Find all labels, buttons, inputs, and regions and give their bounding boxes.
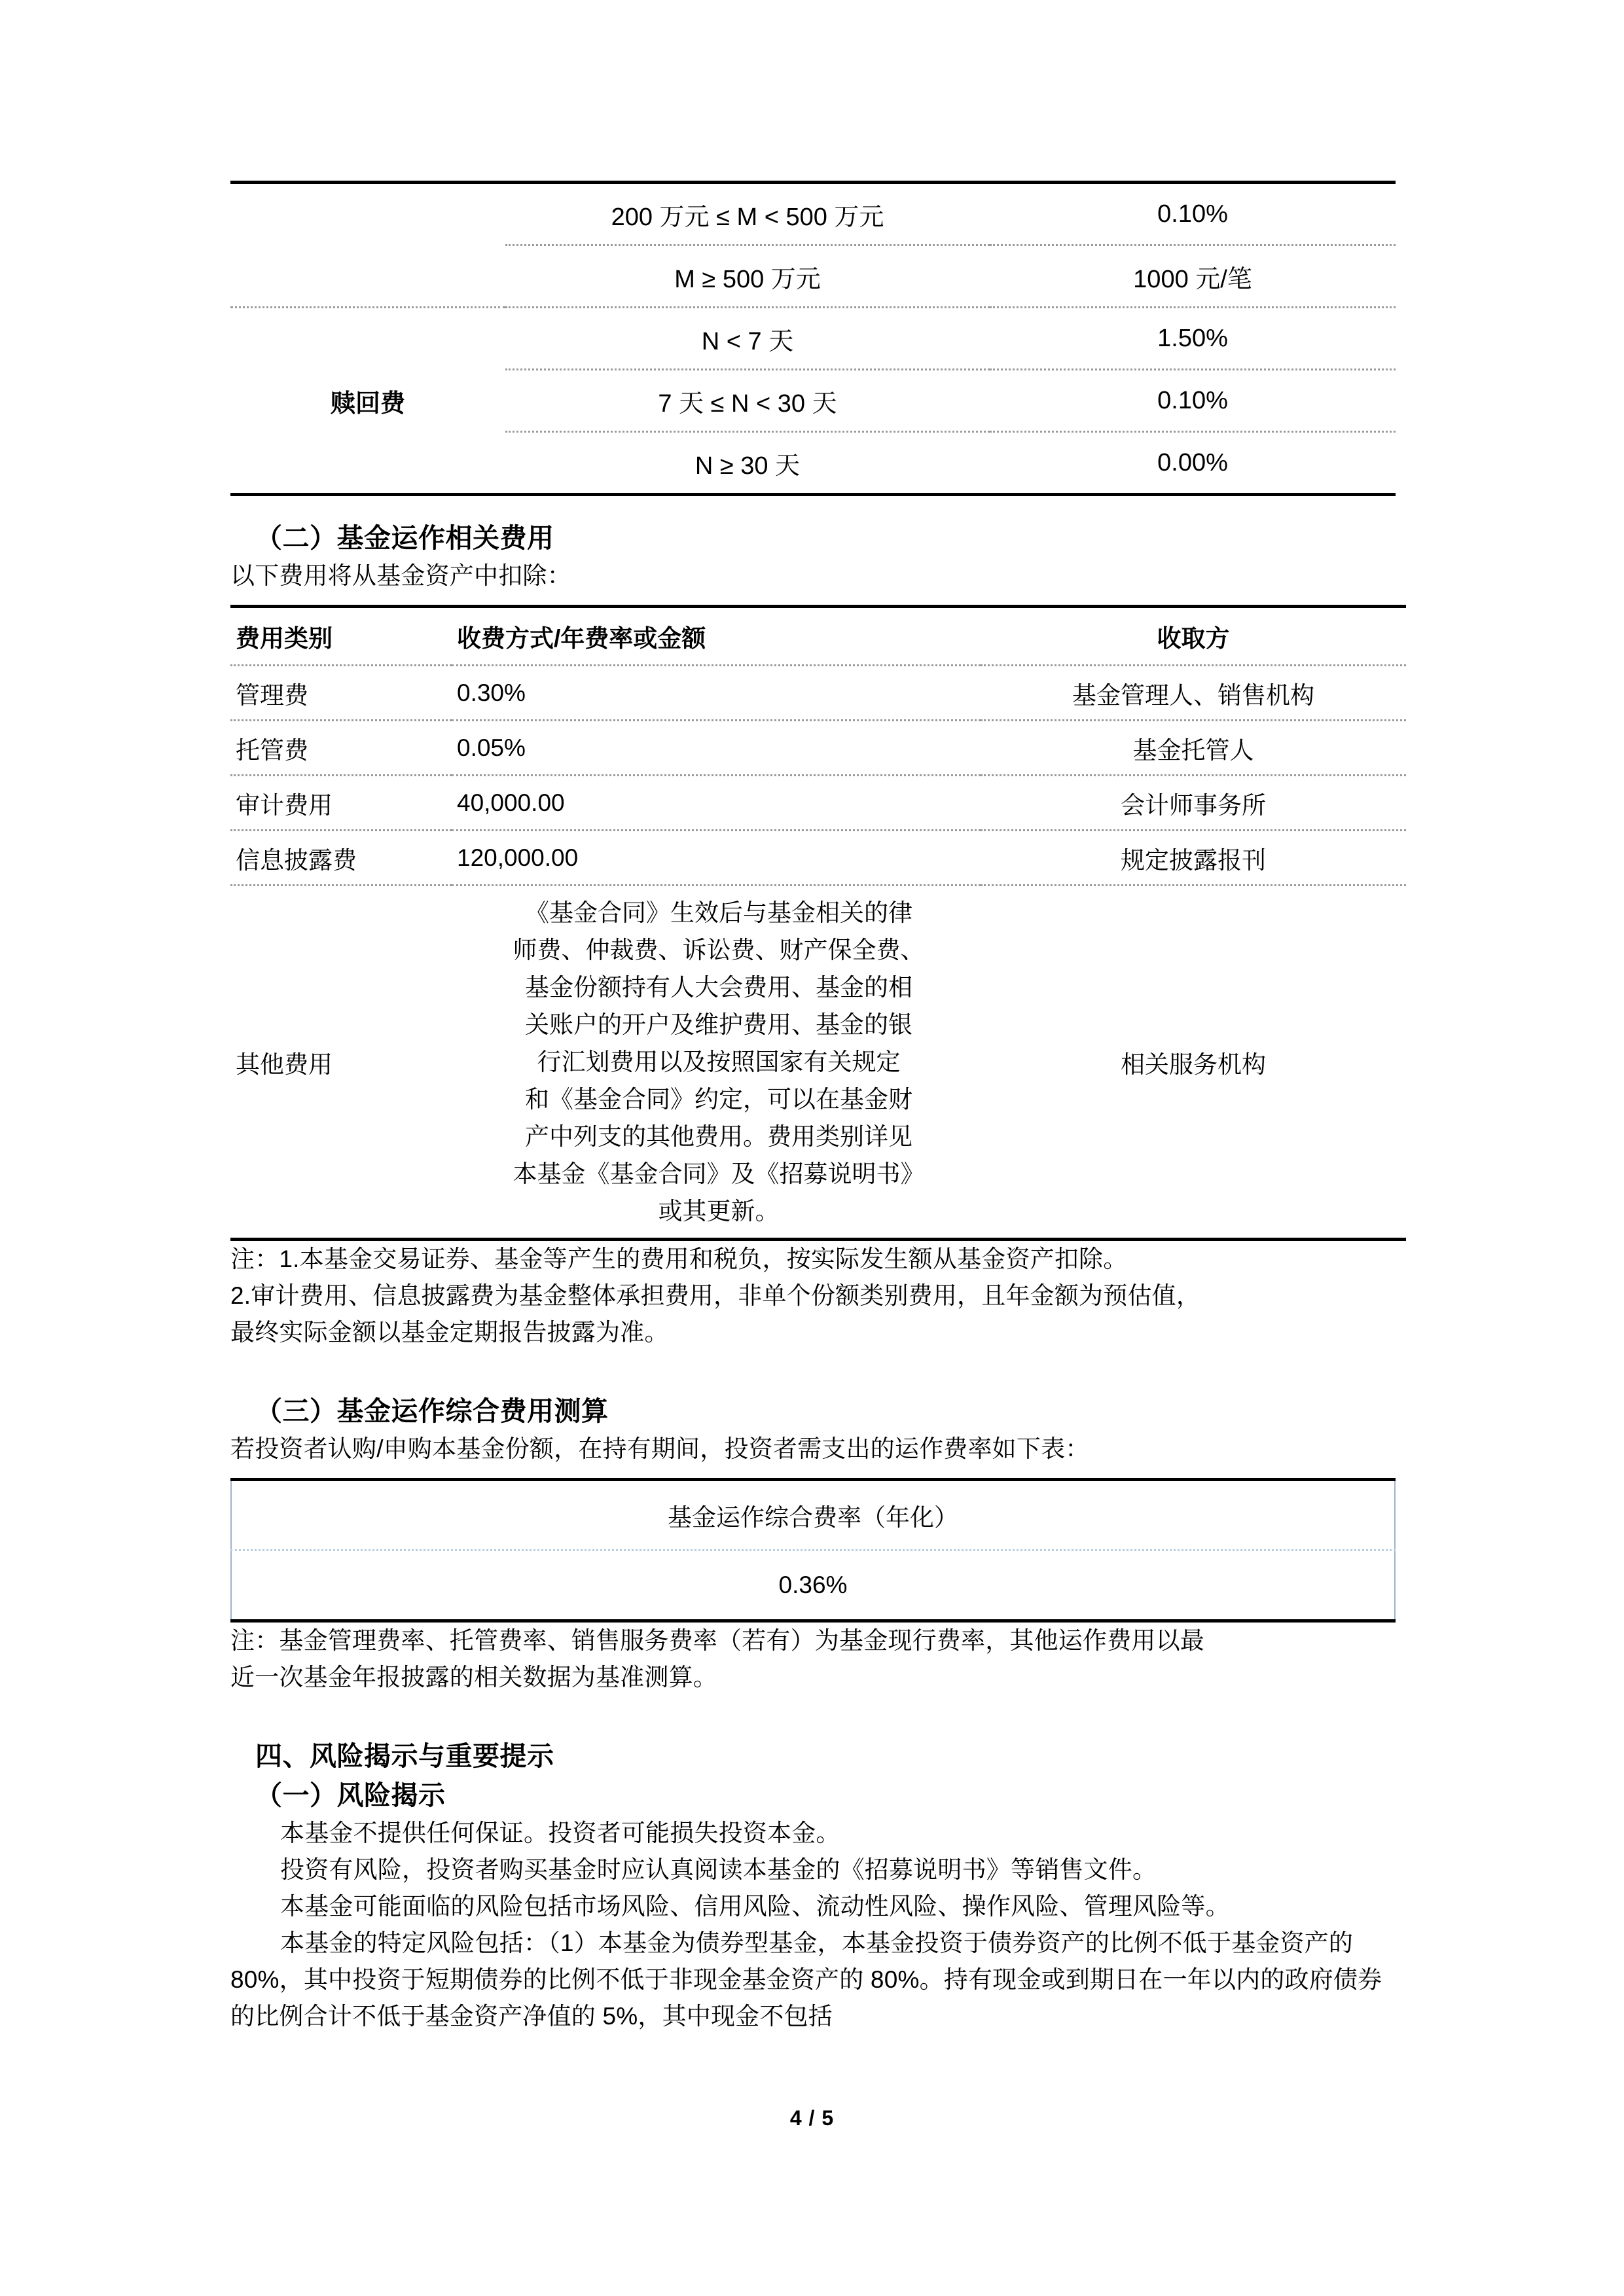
section-two-note-line: 最终实际金额以基金定期报告披露为准。 xyxy=(230,1319,669,1346)
table-row xyxy=(230,776,1406,831)
other-fee-line: 本基金《基金合同》及《招募说明书》 xyxy=(513,1160,925,1187)
section-two-note-line: 2.审计费用、信息披露费为基金整体承担费用，非单个份额类别费用，且年金额为预估值， xyxy=(230,1282,1201,1309)
risk-paragraph: 本基金可能面临的风险包括市场风险、信用风险、流动性风险、操作风险、管理风险等。 xyxy=(280,1893,1230,1920)
fee-category-cell xyxy=(230,245,505,308)
fee-condition-cell: M ≥ 500 万元 xyxy=(505,245,990,308)
fee-payee-cell: 基金托管人 xyxy=(1132,736,1254,764)
fee-category-cell: 信息披露费 xyxy=(236,846,357,874)
fee-rate-cell: 1.50% xyxy=(990,308,1396,370)
fee-rate-cell: 0.00% xyxy=(990,432,1396,495)
fee-rate-cell: 0.10% xyxy=(990,370,1396,432)
page-number: 4 / 5 xyxy=(789,2106,835,2130)
fee-category-cell xyxy=(230,308,505,370)
column-header-category: 费用类别 xyxy=(236,625,333,652)
fee-condition-cell: 200 万元 ≤ M < 500 万元 xyxy=(611,203,884,231)
fee-amount-cell: 0.30% xyxy=(457,679,526,706)
fee-condition-cell: N ≥ 30 天 xyxy=(505,432,990,495)
other-fee-line: 产中列支的其他费用。费用类别详见 xyxy=(525,1123,912,1150)
section-four-heading: 四、风险揭示与重要提示 xyxy=(255,1741,554,1771)
fee-payee-cell: 基金管理人、销售机构 xyxy=(1072,681,1314,709)
column-header-payee: 收取方 xyxy=(1157,625,1230,652)
fee-category-cell: 审计费用 xyxy=(236,791,333,819)
fee-rate-cell: 1000 元/笔 xyxy=(990,245,1396,308)
redemption-fee-label: 赎回费 xyxy=(330,389,405,418)
fee-payee-cell: 相关服务机构 xyxy=(1121,1050,1266,1078)
other-fee-line: 或其更新。 xyxy=(658,1198,780,1225)
section-two-heading: （二）基金运作相关费用 xyxy=(255,523,554,553)
fee-rate-cell: 0.10% xyxy=(1157,200,1228,228)
fee-amount-cell: 0.05% xyxy=(457,734,526,761)
fee-amount-cell: 40,000.00 xyxy=(457,789,565,816)
other-fee-line: 师费、仲裁费、诉讼费、财产保全费、 xyxy=(513,937,925,963)
composite-rate-table xyxy=(230,1478,1396,1623)
fee-category-cell xyxy=(230,432,505,495)
table-row xyxy=(230,308,1396,370)
section-two-intro: 以下费用将从基金资产中扣除： xyxy=(230,562,571,589)
other-fee-line: 行汇划费用以及按照国家有关规定 xyxy=(537,1049,901,1075)
table-row xyxy=(230,370,1396,432)
section-three-heading: （三）基金运作综合费用测算 xyxy=(255,1396,609,1426)
fee-condition-cell: 7 天 ≤ N < 30 天 xyxy=(505,370,990,432)
section-three-note-line: 近一次基金年报披露的相关数据为基准测算。 xyxy=(230,1664,717,1691)
column-header-amount: 收费方式/年费率或金额 xyxy=(457,625,706,652)
section-three-intro: 若投资者认购/申购本基金份额，在持有期间，投资者需支出的运作费率如下表： xyxy=(230,1435,1090,1462)
table-row xyxy=(230,245,1396,308)
composite-rate-header: 基金运作综合费率（年化） xyxy=(668,1504,958,1531)
section-three-note-line: 注：基金管理费率、托管费率、销售服务费率（若有）为基金现行费率，其他运作费用以最 xyxy=(230,1627,1204,1654)
other-fee-line: 关账户的开户及维护费用、基金的银 xyxy=(525,1011,912,1038)
table-row xyxy=(230,666,1406,721)
section-four-sub-heading: （一）风险揭示 xyxy=(255,1780,446,1810)
fee-amount-cell xyxy=(452,886,981,1240)
other-fee-line: 和《基金合同》约定，可以在基金财 xyxy=(525,1086,912,1113)
table-row-other-fees xyxy=(230,886,1406,1240)
table-row xyxy=(230,721,1406,776)
table-header-row xyxy=(231,1480,1395,1551)
fee-category-cell xyxy=(230,183,505,245)
fee-schedule-table xyxy=(230,181,1396,496)
fee-payee-cell: 会计师事务所 xyxy=(1121,791,1266,819)
fee-category-cell: 其他费用 xyxy=(236,1050,333,1078)
fee-condition-cell: N < 7 天 xyxy=(505,308,990,370)
section-two-note-line: 注：1.本基金交易证券、基金等产生的费用和税负，按实际发生额从基金资产扣除。 xyxy=(230,1246,1128,1272)
page-content xyxy=(230,0,1396,2035)
other-fee-line: 基金份额持有人大会费用、基金的相 xyxy=(525,974,912,1001)
composite-rate-value: 0.36% xyxy=(231,1551,1395,1621)
table-row xyxy=(230,831,1406,886)
risk-paragraph: 投资有风险，投资者购买基金时应认真阅读本基金的《招募说明书》等销售文件。 xyxy=(280,1856,1157,1883)
table-header-row xyxy=(230,607,1406,666)
table-row xyxy=(230,183,1396,245)
fee-category-cell: 管理费 xyxy=(236,681,308,709)
fee-category-cell: 托管费 xyxy=(236,736,308,764)
fee-amount-cell: 120,000.00 xyxy=(457,844,579,871)
other-fee-line: 《基金合同》生效后与基金相关的律 xyxy=(525,899,912,926)
operation-fee-table xyxy=(230,605,1406,1241)
risk-paragraph-specific: 本基金的特定风险包括：（1）本基金为债券型基金，本基金投资于债券资产的比例不低于基金资产的 80%，其中投资于短期债券的比例不低于非现金基金资产的 80%。持有现金或到期日在一年以内的政府债券的比例合计不低于基金资产净值的 5%，其中现金不包括 xyxy=(230,1929,1382,2030)
other-fee-description xyxy=(457,886,981,1238)
fee-payee-cell: 规定披露报刊 xyxy=(1121,846,1266,874)
table-row xyxy=(230,432,1396,495)
risk-paragraph: 本基金不提供任何保证。投资者可能损失投资本金。 xyxy=(280,1820,840,1846)
table-row xyxy=(231,1551,1395,1621)
